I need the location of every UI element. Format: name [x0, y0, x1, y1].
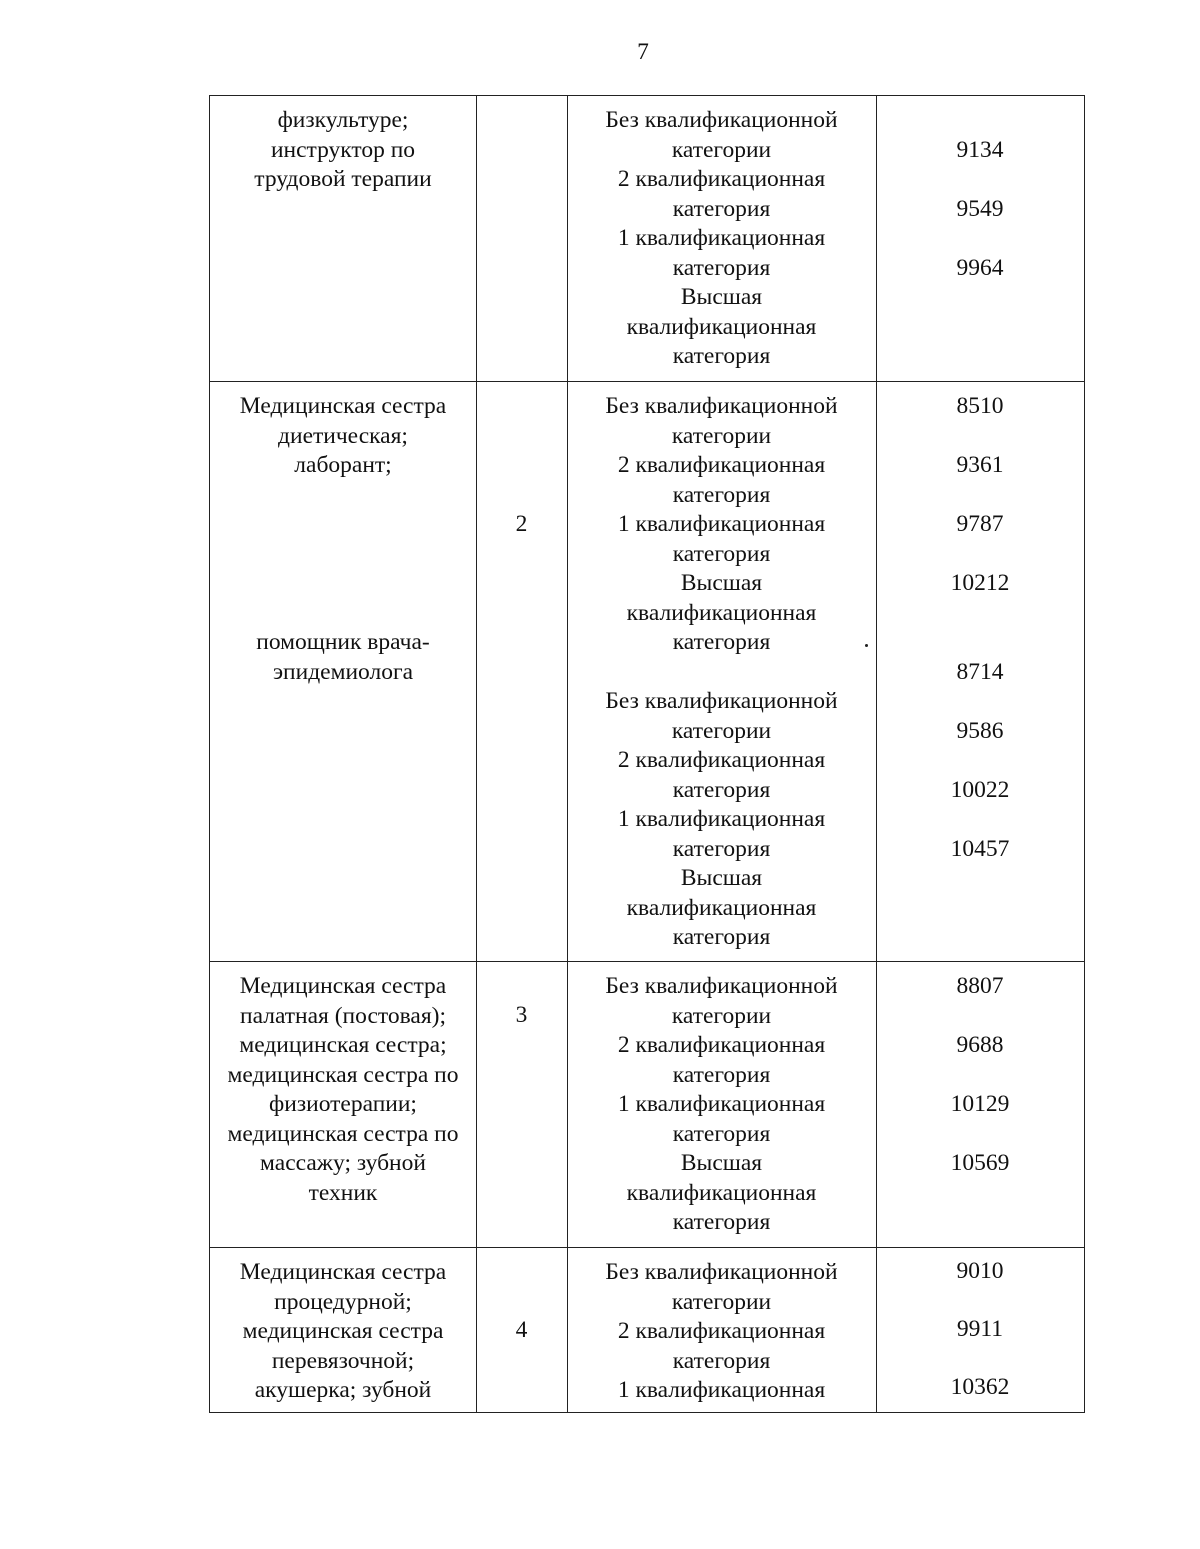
category-line: Высшая: [680, 284, 763, 310]
category-cell: [567, 972, 876, 1238]
category-line: квалификационная: [626, 599, 817, 626]
position-line: медицинская сестра;: [239, 1032, 447, 1058]
category-line: категория: [672, 835, 771, 862]
category-cell: [567, 1258, 876, 1406]
position-cell: [210, 106, 476, 195]
position-line: перевязочной;: [271, 1347, 415, 1374]
category-line: категория: [672, 776, 771, 803]
group-number: 2: [515, 511, 528, 537]
salary-value: 9586: [956, 718, 1004, 744]
salary-value: 8510: [956, 393, 1004, 419]
category-line: 1 квалификационная: [617, 225, 826, 251]
position-cell: [210, 392, 476, 481]
salary-value: 8807: [956, 973, 1004, 999]
salary-value: 9549: [956, 196, 1004, 222]
category-line: 2 квалификационная: [617, 1032, 826, 1058]
salary-value: 10569: [950, 1150, 1010, 1176]
category-line: категории: [671, 1002, 772, 1029]
category-line: 2 квалификационная: [617, 166, 826, 192]
category-line: категория: [672, 254, 771, 281]
position-line: техник: [308, 1179, 378, 1206]
position-line: акушерка; зубной: [254, 1377, 432, 1403]
category-line: Без квалификационной: [605, 688, 838, 714]
category-cell: [567, 392, 876, 658]
salary-value: 9361: [956, 452, 1004, 478]
salary-value: 9787: [956, 511, 1004, 537]
salary-value: 9010: [956, 1258, 1004, 1284]
salary-value: 9134: [956, 137, 1004, 163]
table-row-2: [210, 381, 1084, 962]
position-line: инструктор по: [270, 136, 416, 163]
salary-value: 9688: [956, 1032, 1004, 1058]
category-line: квалификационная: [626, 1179, 817, 1206]
category-cell: [567, 687, 876, 953]
category-line: категория: [672, 1347, 771, 1374]
salary-value: 9911: [956, 1316, 1004, 1342]
position-line: медицинская сестра по: [227, 1061, 459, 1088]
salary-value: 10129: [950, 1091, 1010, 1117]
position-cell: [210, 1258, 476, 1406]
position-line: Медицинская сестра: [239, 1259, 447, 1285]
category-line: 2 квалификационная: [617, 1318, 826, 1344]
category-line: 2 квалификационная: [617, 747, 826, 773]
category-line: категория: [672, 481, 771, 508]
category-line: Без квалификационной: [605, 1259, 838, 1285]
position-line: палатная (постовая);: [240, 1002, 446, 1029]
position-cell: [210, 972, 476, 1208]
position-line: Медицинская сестра: [239, 973, 447, 999]
category-line: категория: [672, 629, 771, 655]
position-line: физиотерапии;: [269, 1091, 417, 1117]
category-line: Без квалификационной: [605, 107, 838, 133]
category-line: 2 квалификационная: [617, 452, 826, 478]
category-line: категория: [672, 1209, 771, 1235]
position-line: процедурной;: [274, 1288, 412, 1315]
position-line: Медицинская сестра: [239, 393, 447, 419]
category-line: категория: [672, 924, 771, 950]
category-cell: [567, 106, 876, 372]
page-number: 7: [637, 39, 649, 65]
category-line: Высшая: [680, 570, 763, 596]
category-line: квалификационная: [626, 894, 817, 921]
salary-value: 9964: [956, 255, 1004, 281]
salary-value: 10022: [950, 777, 1010, 803]
stray-mark: [865, 644, 868, 647]
group-number: 3: [515, 1002, 528, 1028]
category-line: Без квалификационной: [605, 973, 838, 999]
category-line: категория: [672, 195, 771, 222]
position-line: физкультуре;: [277, 107, 409, 133]
position-line: медицинская сестра: [242, 1318, 444, 1344]
table-row-4: [210, 1247, 1084, 1413]
category-line: категории: [671, 422, 772, 449]
position-line: эпидемиолога: [272, 658, 414, 685]
category-line: категория: [672, 1061, 771, 1088]
position-line: лаборант;: [294, 452, 392, 478]
salary-table: [209, 95, 1085, 1413]
position-line: диетическая;: [278, 422, 408, 449]
category-line: квалификационная: [626, 313, 817, 340]
group-number: 4: [515, 1317, 528, 1343]
category-line: категория: [672, 540, 771, 567]
salary-value: 10457: [950, 836, 1010, 862]
category-line: 1 квалификационная: [617, 806, 826, 832]
position-cell: [210, 628, 476, 687]
table-row-1: [210, 96, 1084, 381]
category-line: 1 квалификационная: [617, 1091, 826, 1117]
position-line: трудовой терапии: [254, 166, 432, 192]
category-line: Высшая: [680, 1150, 763, 1176]
position-line: помощник врача-: [256, 629, 430, 655]
category-line: категории: [671, 717, 772, 744]
salary-value: 10212: [950, 570, 1010, 596]
category-line: категории: [671, 1288, 772, 1315]
category-line: Без квалификационной: [605, 393, 838, 419]
table-row-3: [210, 961, 1084, 1248]
category-line: категории: [671, 136, 772, 163]
category-line: 1 квалификационная: [617, 511, 826, 537]
position-line: медицинская сестра по: [227, 1120, 459, 1147]
category-line: Высшая: [680, 865, 763, 891]
category-line: 1 квалификационная: [617, 1377, 826, 1403]
salary-value: 8714: [956, 659, 1004, 685]
salary-value: 10362: [950, 1374, 1010, 1400]
category-line: категория: [672, 343, 771, 369]
position-line: массажу; зубной: [260, 1150, 426, 1176]
category-line: категория: [672, 1120, 771, 1147]
